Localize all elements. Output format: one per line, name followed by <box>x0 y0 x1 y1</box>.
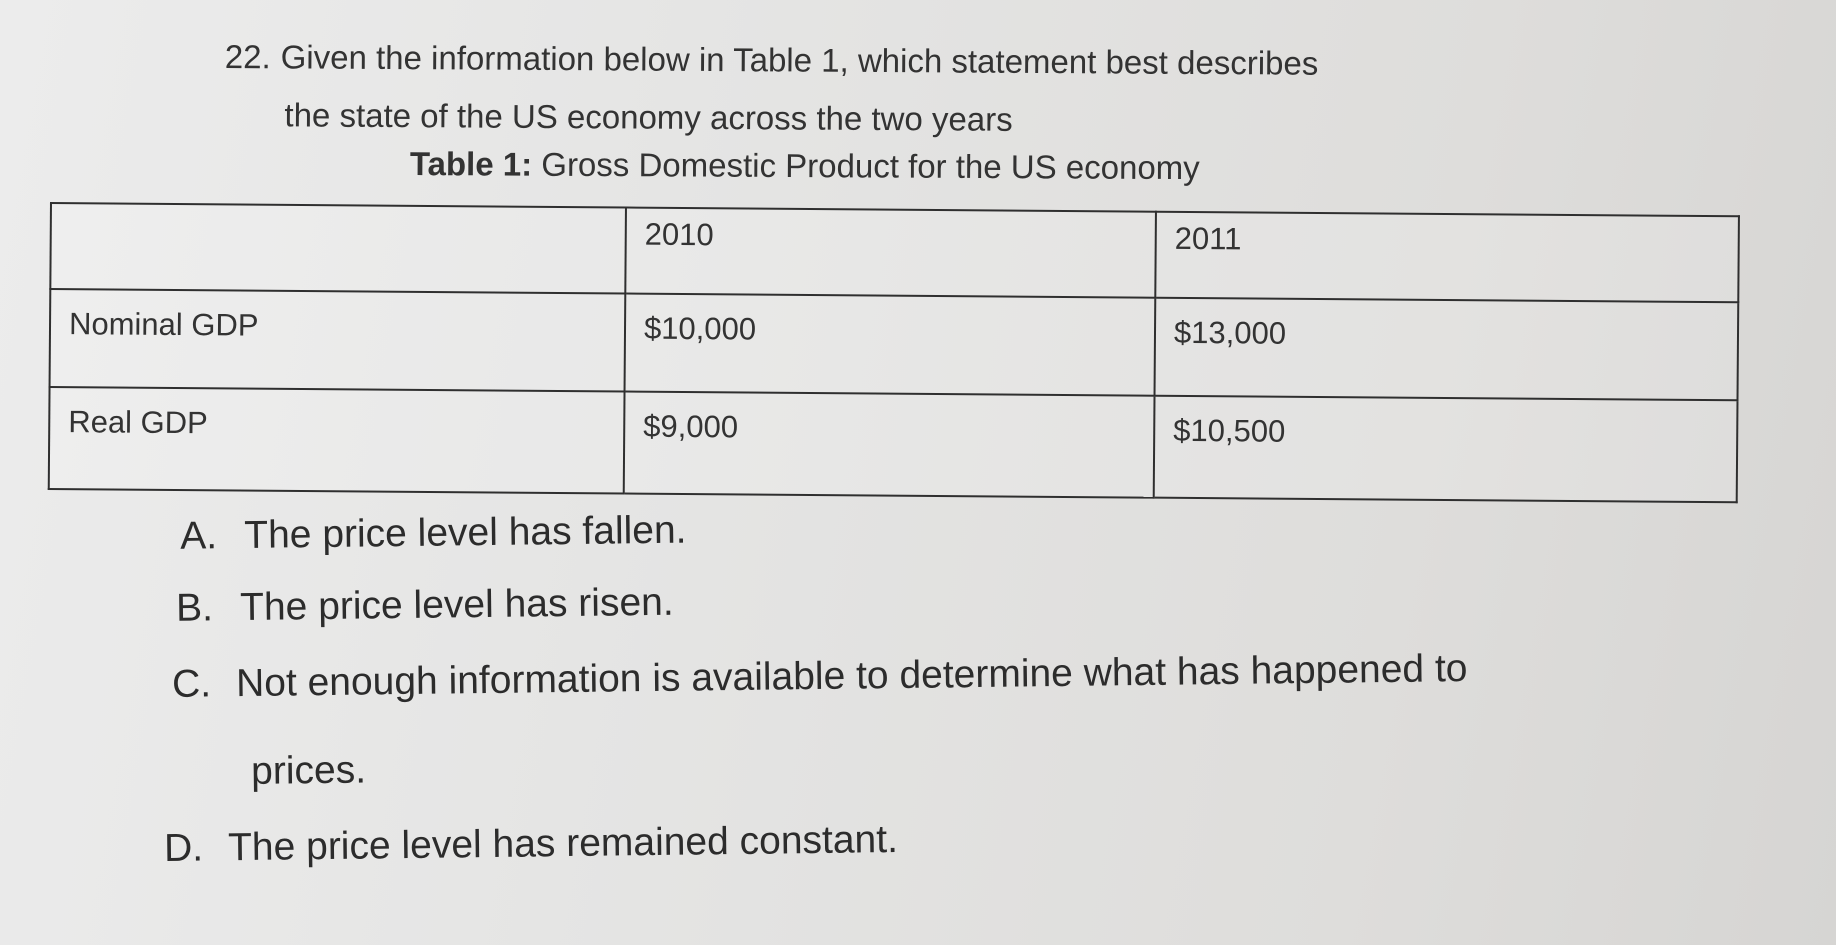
table-header-cell <box>50 203 626 294</box>
option-text: The price level has fallen. <box>243 508 687 557</box>
table-title-label: Table 1: <box>409 145 533 183</box>
table-header-cell: 2010 <box>625 208 1156 298</box>
question-line-2: the state of the US economy across the two years <box>284 96 1013 138</box>
question-text <box>224 28 1318 151</box>
table-row <box>49 387 1738 502</box>
table-header-row <box>50 203 1739 302</box>
option-text: The price level has risen. <box>239 580 674 630</box>
answer-options <box>160 499 1470 871</box>
gdp-table <box>48 202 1740 503</box>
table-title-text: Gross Domestic Product for the US economy <box>532 145 1200 187</box>
option-text-continuation: prices. <box>250 748 367 793</box>
row-label-nominal-gdp: Nominal GDP <box>50 289 626 392</box>
table-cell: $13,000 <box>1155 298 1739 401</box>
table-title <box>410 145 1200 187</box>
option-letter: D. <box>163 826 204 870</box>
option-a[interactable] <box>180 499 1466 559</box>
option-letter: A. <box>179 514 218 558</box>
option-text: Not enough information is available to determine what has happened to <box>235 647 1468 706</box>
option-c[interactable] <box>172 647 1469 795</box>
option-letter: B. <box>175 586 214 630</box>
table-cell: $9,000 <box>624 392 1155 498</box>
table-cell: $10,500 <box>1154 396 1738 503</box>
option-letter: C. <box>171 662 212 706</box>
option-b[interactable] <box>176 571 1467 631</box>
table-header-cell: 2011 <box>1155 212 1739 303</box>
option-text: The price level has remained constant. <box>227 818 899 870</box>
question-line-1: Given the information below in Table 1, which statement best describes <box>280 38 1319 82</box>
table-cell: $10,000 <box>625 294 1156 396</box>
table-row <box>50 289 1739 400</box>
option-d[interactable] <box>164 811 1470 871</box>
question-number: 22. <box>224 37 271 76</box>
row-label-real-gdp: Real GDP <box>49 387 625 494</box>
